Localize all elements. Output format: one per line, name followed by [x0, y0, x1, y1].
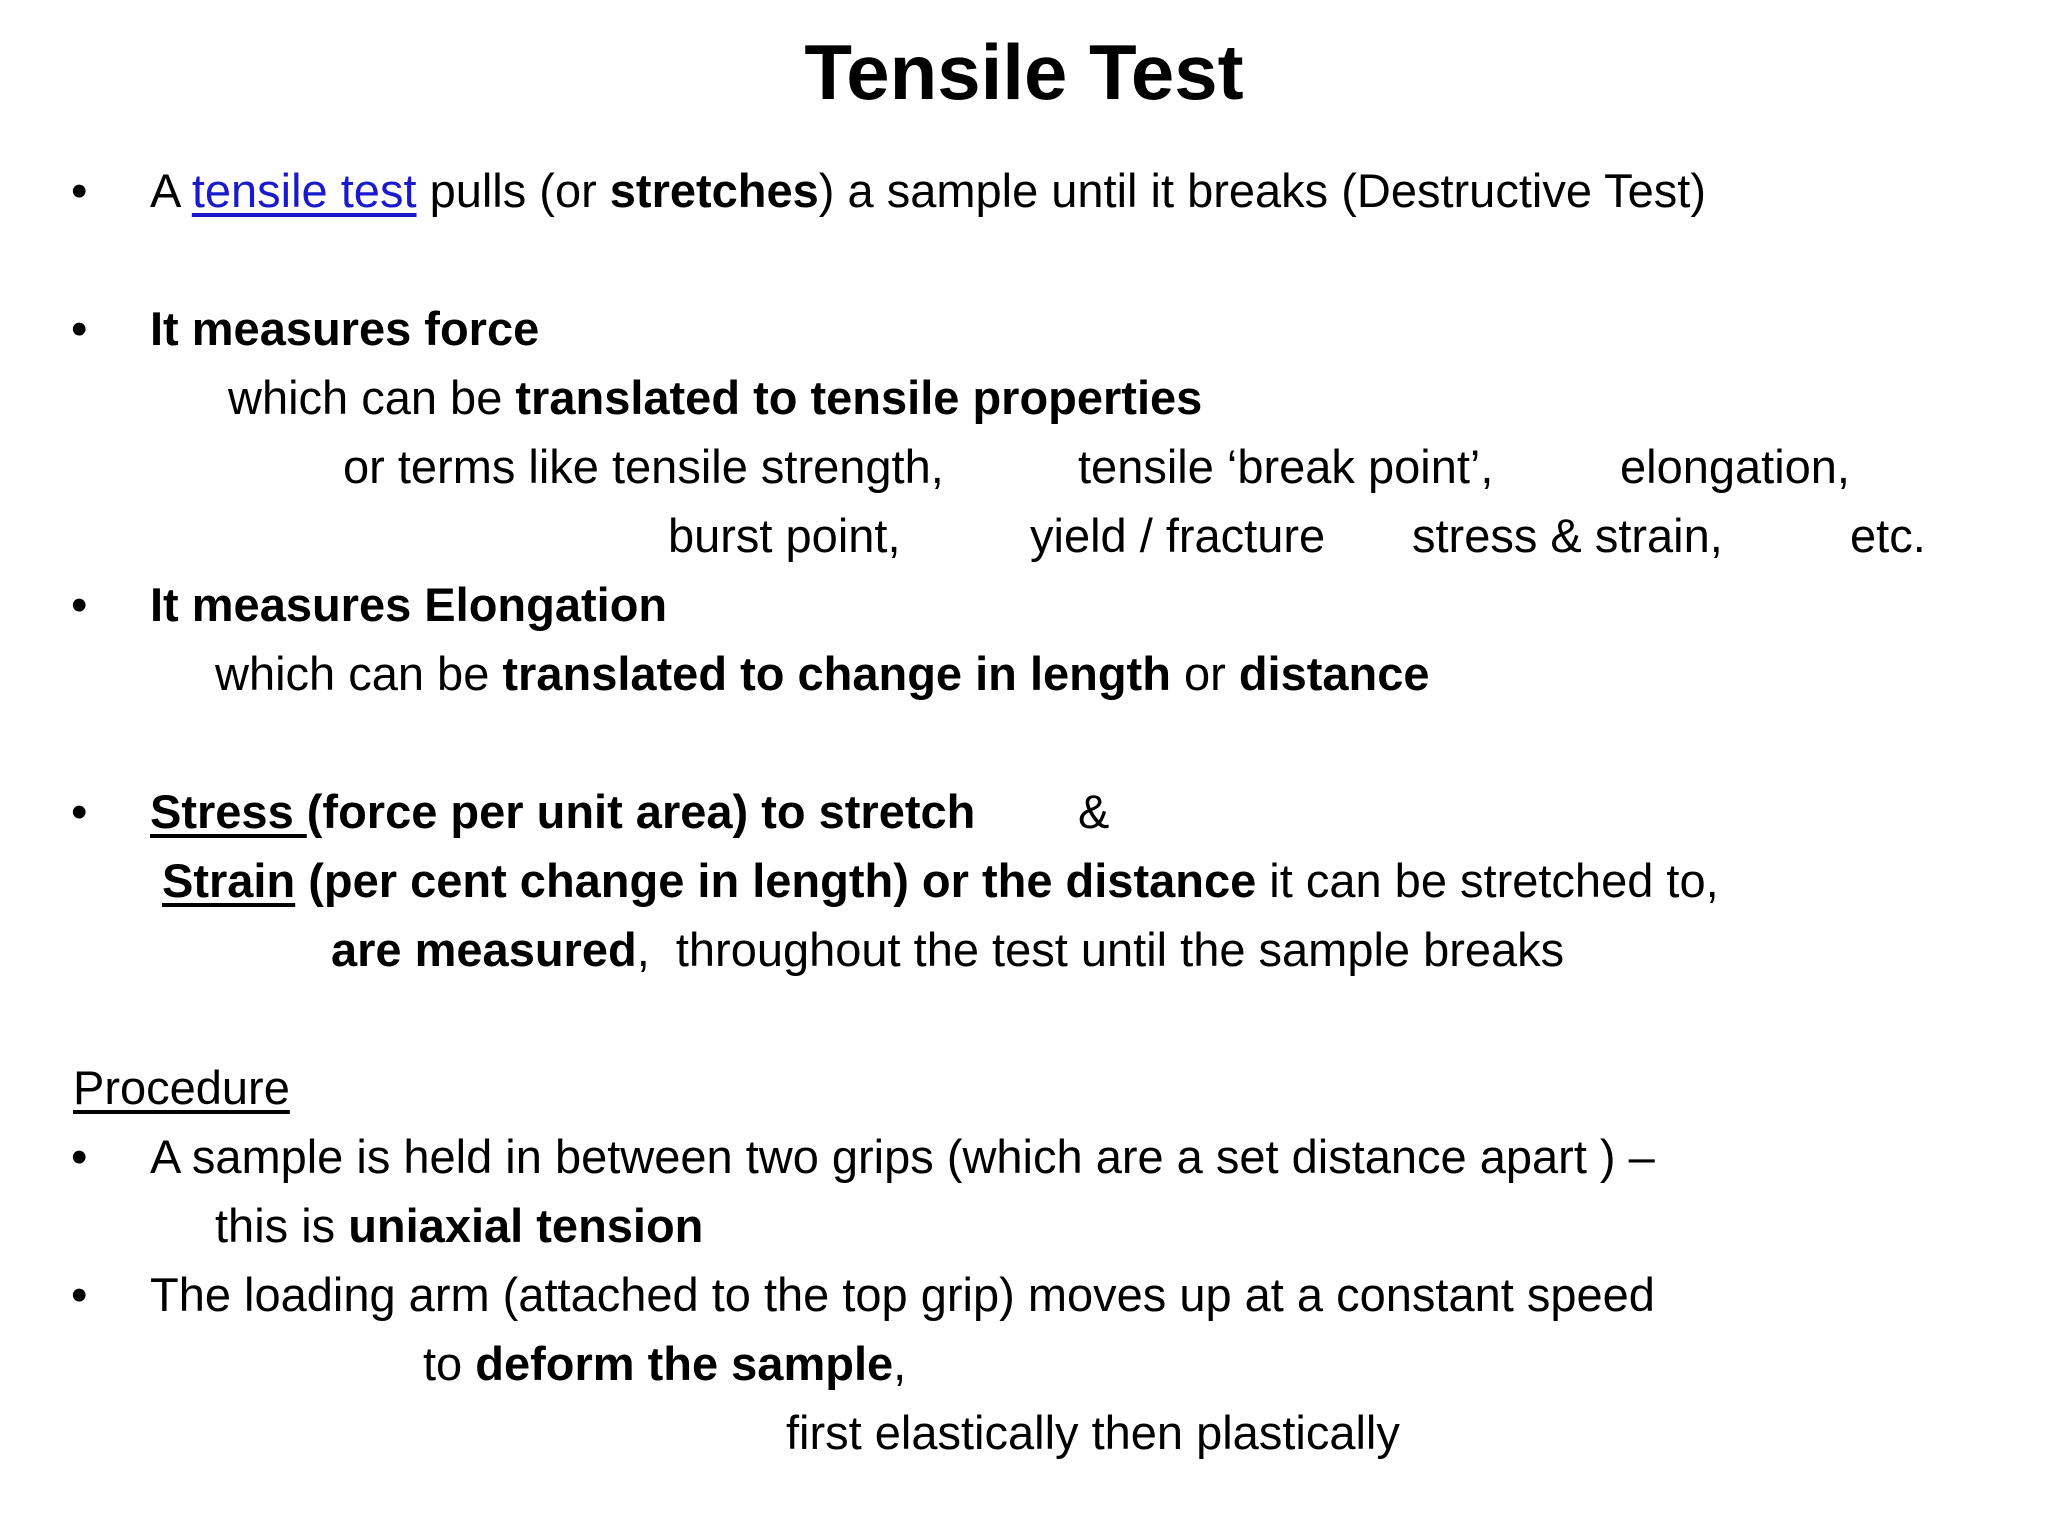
procedure-2-line-1: The loading arm (attached to the top grip) moves up at a constant speed [150, 1268, 1655, 1321]
slide-title: Tensile Test [804, 28, 1244, 116]
bullet-marker: • [71, 785, 88, 838]
bullet-marker: • [71, 1130, 88, 1183]
procedure-heading [73, 1055, 290, 1121]
bullet-marker: • [71, 164, 88, 217]
tensile-test-link[interactable]: tensile test [191, 164, 417, 217]
bullet-4-line-1 [150, 779, 975, 845]
bold-run: It measures force [150, 302, 540, 355]
text-run: , [893, 1337, 907, 1390]
bullet-2-heading [150, 296, 539, 362]
bullet-4-line-2 [162, 848, 1719, 914]
text-run: etc. [1850, 509, 1926, 562]
bullet-1-text [150, 158, 1706, 224]
ampersand: & [1078, 785, 1110, 838]
bold-run: deform the sample [475, 1337, 894, 1390]
stress-label [150, 785, 975, 838]
procedure-1-line-1: A sample is held in between two grips (which are a set distance apart ) – [150, 1130, 1655, 1183]
procedure-2-line-2 [423, 1331, 906, 1397]
procedure-2-line-3: first elastically then plastically [786, 1406, 1400, 1459]
text-run: stress & strain, [1412, 509, 1723, 562]
text-run: or terms like tensile strength, [343, 440, 944, 493]
bullet-marker: • [71, 1268, 88, 1321]
bullet-marker: • [71, 578, 88, 631]
bullet-4-line-3 [331, 917, 1564, 983]
underlined-run: Strain [162, 854, 296, 907]
text-run: this is [215, 1199, 349, 1252]
text-run: pulls (or [416, 164, 610, 217]
text-run: , throughout the test until the sample breaks [636, 923, 1565, 976]
bold-run: (force per unit area) to stretch [306, 785, 976, 838]
text-run: burst point, [668, 509, 901, 562]
text-run: elongation, [1620, 440, 1850, 493]
underlined-run: Stress [150, 785, 307, 838]
bold-run: (per cent change in length) or the distance [295, 854, 1257, 907]
text-run: it can be stretched to, [1256, 854, 1719, 907]
bold-run: are measured [331, 923, 637, 976]
text-run: to [423, 1337, 476, 1390]
bullet-3-heading [150, 572, 667, 638]
bullet-3-line-1 [215, 641, 1430, 707]
text-run: or [1170, 647, 1239, 700]
bold-run: It measures Elongation [150, 578, 668, 631]
text-run: ) a sample until it breaks (Destructive Test) [818, 164, 1707, 217]
text-run: tensile ‘break point’, [1078, 440, 1494, 493]
strain-label [162, 854, 1256, 907]
bullet-2-line-1 [228, 365, 1202, 431]
procedure-1-line-2 [215, 1193, 703, 1259]
text-run: A [150, 164, 192, 217]
bold-run: translated to tensile properties [515, 371, 1203, 424]
bullet-marker: • [71, 302, 88, 355]
bold-run: translated to change in length [502, 647, 1171, 700]
underlined-run: Procedure [73, 1061, 290, 1114]
text-run: which can be [228, 371, 516, 424]
text-run: yield / fracture [1030, 509, 1326, 562]
bold-run: distance [1238, 647, 1430, 700]
text-run: which can be [215, 647, 503, 700]
bold-run: stretches [609, 164, 819, 217]
bold-run: uniaxial tension [348, 1199, 704, 1252]
